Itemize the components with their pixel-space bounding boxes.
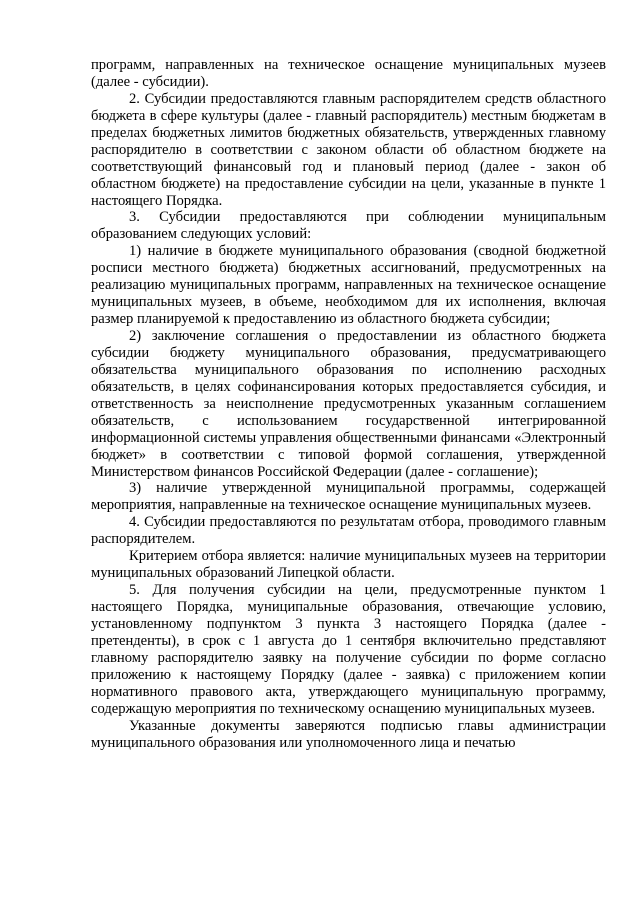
paragraph-item-5: 5. Для получения субсидии на цели, предусмотренные пунктом 1 настоящего Порядка, муниципальные образования, отвечающие условию, установленному подпунктом 3 пункта 3 настоящего Порядка (далее - претенденты), в срок с 1 августа до 1 сентября включительно представляют главному распорядителю заявку на получение субсидии по форме согласно приложению к настоящему Порядку (далее - заявка) с приложением копии нормативного правового акта, утверждающего муниципальную программу, содержащую мероприятия по техническому оснащению муниципальных музеев. (91, 582, 606, 717)
paragraph-condition-2: 2) заключение соглашения о предоставлении из областного бюджета субсидии бюджету муниципального образования, предусматривающего обязательства муниципального образования по исполнению расходных обязательств, в целях софинансирования которых предоставляется субсидия, и ответственность за неисполнение предусмотренных указанным соглашением обязательств, с использованием государственной интегрированной информационной системы управления общественными финансами «Электронный бюджет» в соответствии с типовой формой соглашения, утвержденной Министерством финансов Российской Федерации (далее - соглашение); (91, 328, 606, 480)
paragraph-certification: Указанные документы заверяются подписью главы администрации муниципального образования или уполномоченного лица и печатью (91, 717, 606, 751)
paragraph-item-2: 2. Субсидии предоставляются главным распорядителем средств областного бюджета в сфере культуры (далее - главный распорядитель) местным бюджетам в пределах бюджетных лимитов бюджетных обязательств, утвержденных главному распорядителю в соответствии с законом области об областном бюджете на соответствующий финансовый год и плановый период (далее - закон об областном бюджете) на предоставление субсидии на цели, указанные в пункте 1 настоящего Порядка. (91, 90, 606, 209)
document-page (91, 57, 606, 751)
paragraph-item-3: 3. Субсидии предоставляются при соблюдении муниципальным образованием следующих условий: (91, 209, 606, 243)
paragraph-selection-criterion: Критерием отбора является: наличие муниципальных музеев на территории муниципальных образований Липецкой области. (91, 548, 606, 582)
paragraph-condition-1: 1) наличие в бюджете муниципального образования (сводной бюджетной росписи местного бюджета) бюджетных ассигнований, предусмотренных на реализацию муниципальных программ, направленных на техническое оснащение муниципальных музеев, в объеме, необходимом для их исполнения, включая размер планируемой к предоставлению из областного бюджета субсидии; (91, 243, 606, 328)
paragraph-item-4: 4. Субсидии предоставляются по результатам отбора, проводимого главным распорядителем. (91, 514, 606, 548)
paragraph-condition-3: 3) наличие утвержденной муниципальной программы, содержащей мероприятия, направленные на техническое оснащение муниципальных музеев. (91, 480, 606, 514)
paragraph-intro-continuation: программ, направленных на техническое оснащение муниципальных музеев (далее - субсидии). (91, 57, 606, 90)
